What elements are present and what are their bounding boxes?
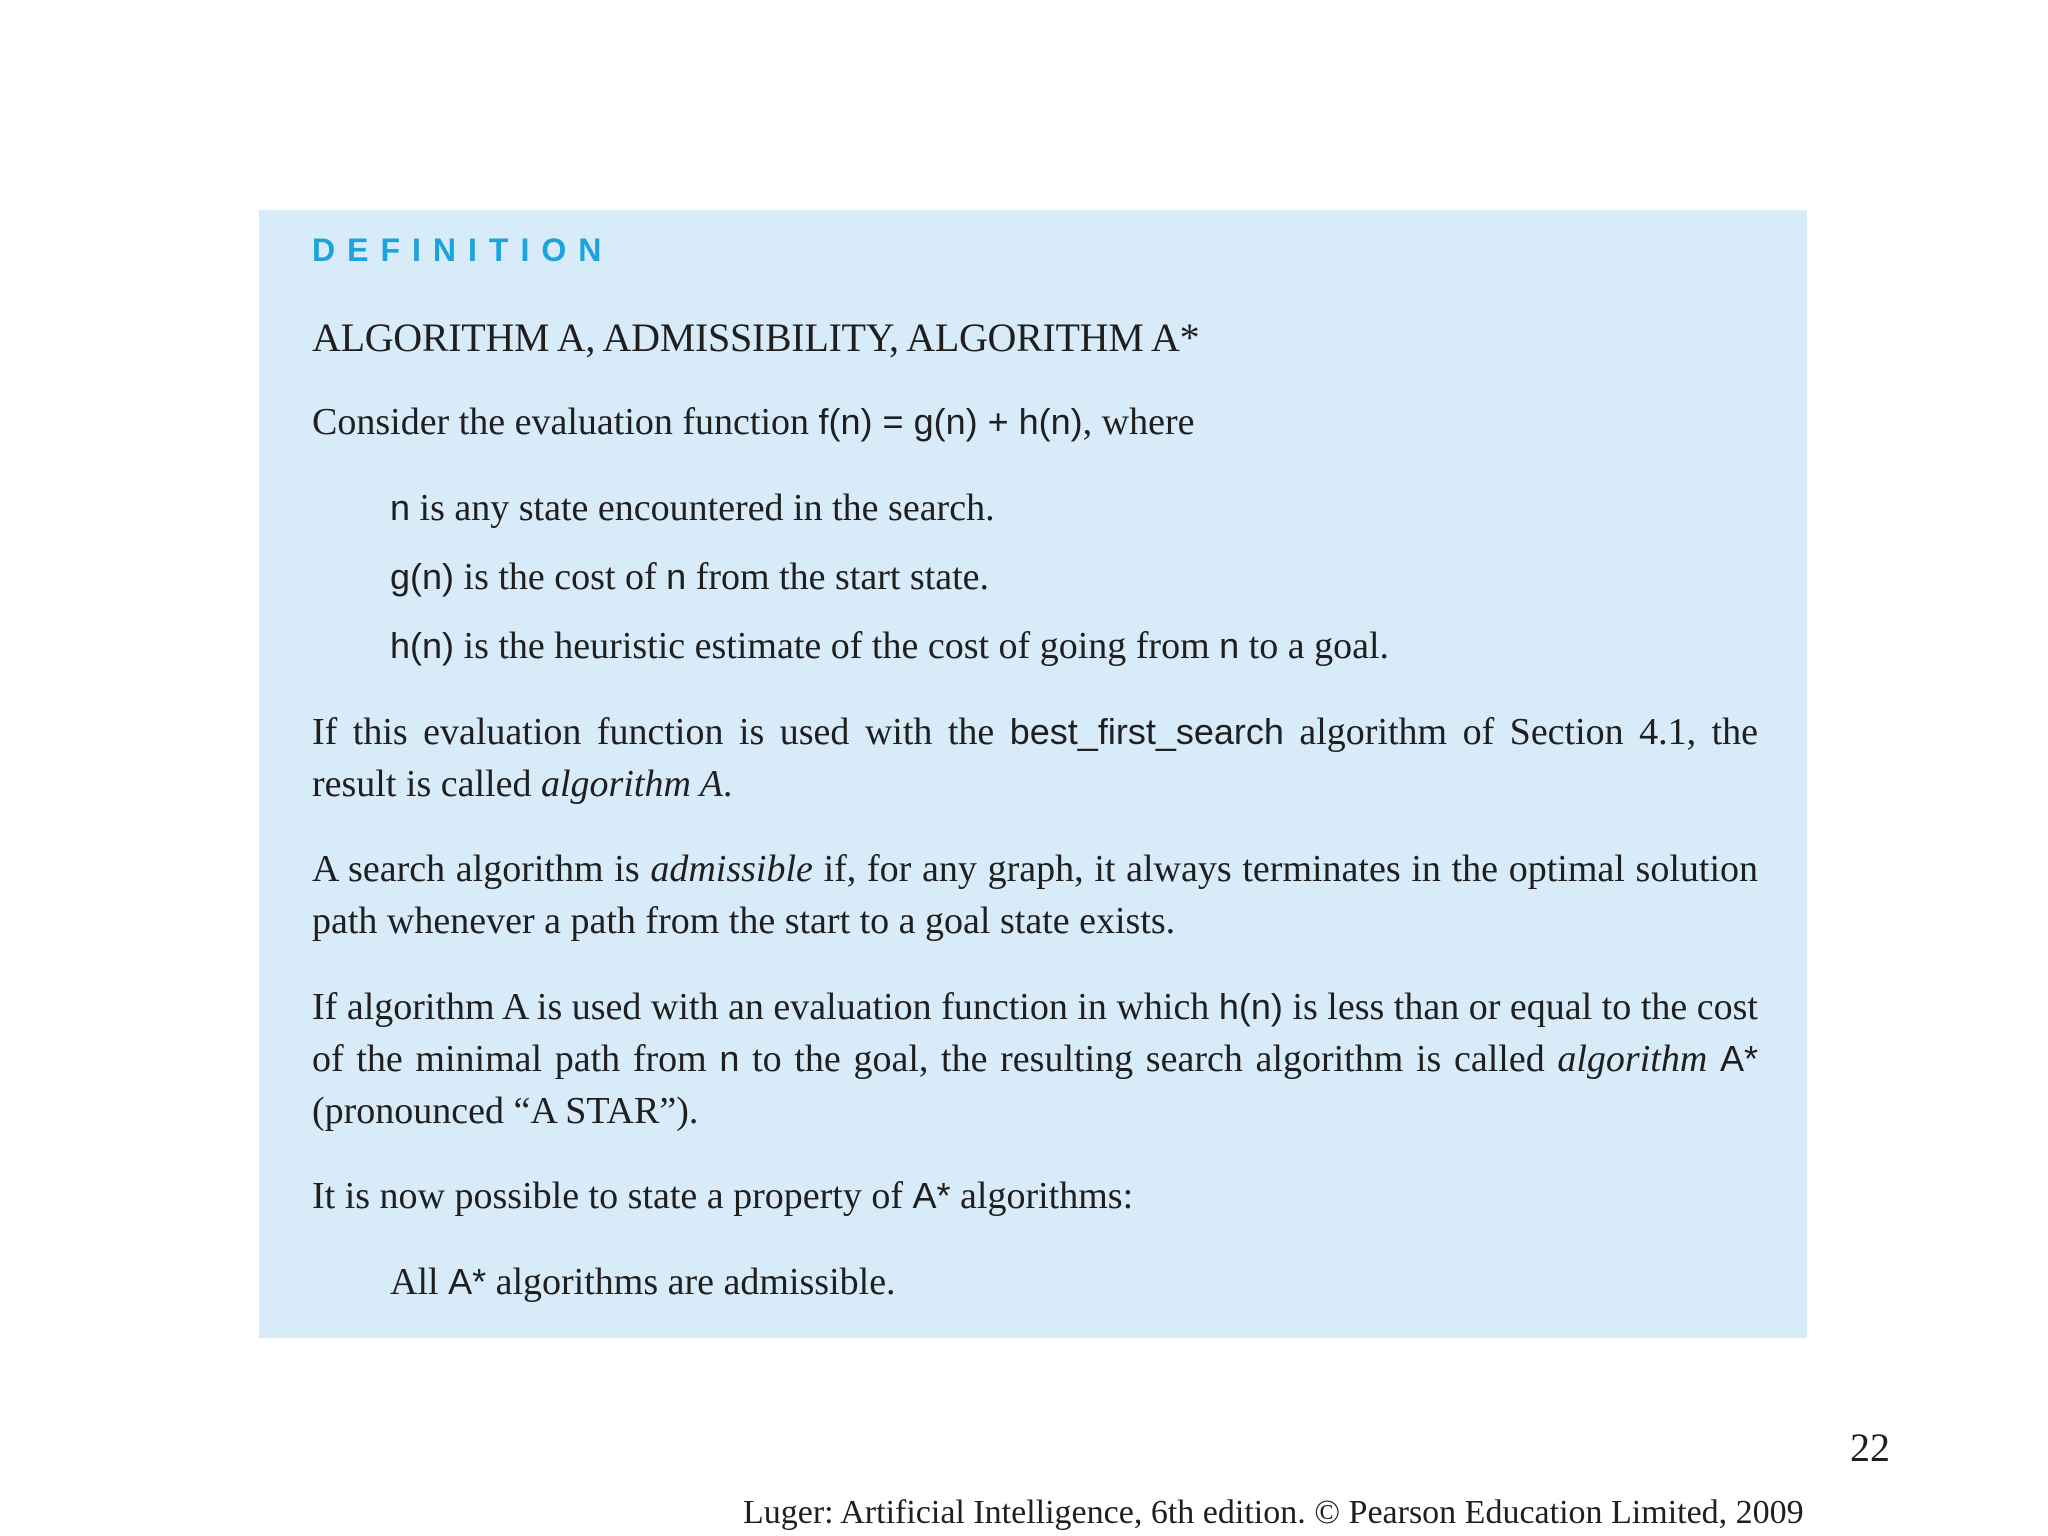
- footer-citation: Luger: Artificial Intelligence, 6th edition. © Pearson Education Limited, 2009: [743, 1494, 1804, 1531]
- definition-box: [259, 210, 1807, 1338]
- paragraph-algorithm-a-star: If algorithm A is used with an evaluation function in which h(n) is less than or equal to the cost of the minimal path from n to the goal, the resulting search algorithm is called algorithm A* (pronounced “A STAR”).: [312, 986, 1758, 1132]
- page-number: 22: [1850, 1425, 1890, 1470]
- list-item: n is any state encountered in the search.: [390, 487, 995, 529]
- paragraph-evaluation-function: Consider the evaluation function f(n) = g(n) + h(n), where: [312, 401, 1195, 443]
- list-item: h(n) is the heuristic estimate of the cost of going from n to a goal.: [390, 625, 1390, 667]
- formula: f(n) = g(n) + h(n): [818, 401, 1083, 442]
- list-item: g(n) is the cost of n from the start state.: [390, 556, 990, 598]
- definition-title: ALGORITHM A, ADMISSIBILITY, ALGORITHM A*: [312, 315, 1200, 360]
- paragraph-property: It is now possible to state a property of A* algorithms:: [312, 1175, 1134, 1217]
- paragraph-algorithm-a: If this evaluation function is used with the best_first_search algorithm of Section 4.1, the result is called algorithm A.: [312, 711, 1759, 805]
- final-statement: All A* algorithms are admissible.: [390, 1261, 896, 1303]
- definition-heading: DEFINITION: [312, 232, 614, 268]
- paragraph-admissible: A search algorithm is admissible if, for any graph, it always terminates in the optimal solution path whenever a path from the start to a goal state exists.: [312, 848, 1758, 942]
